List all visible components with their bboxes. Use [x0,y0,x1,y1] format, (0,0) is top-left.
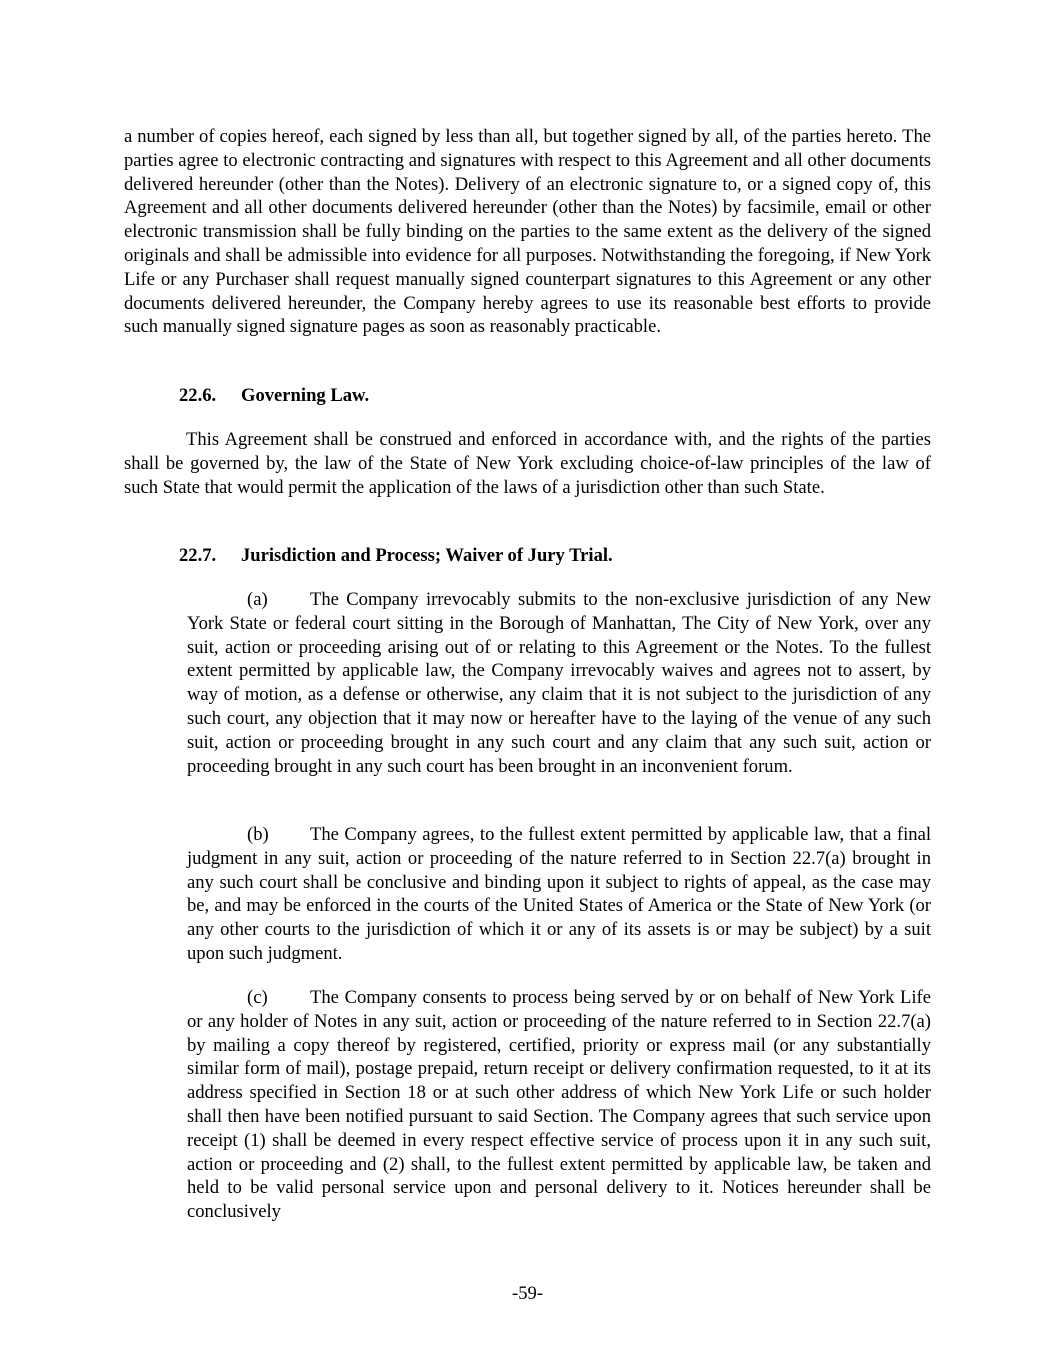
subsection-b [187,823,931,966]
subsection-text: The Company irrevocably submits to the non-exclusive jurisdiction of any New York State or federal court sitting in the Borough of Manhattan, The City of New York, over any suit, action or proceeding arising out of or relating to this Agreement or the Notes. To the fullest extent permitted by applicable law, the Company irrevocably waives and agrees not to assert, by way of motion, as a defense or otherwise, any claim that it is not subject to the jurisdiction of any such court, any objection that it may now or hereafter have to the laying of the venue of any such suit, action or proceeding brought in any such court and any claim that any such suit, action or proceeding brought in any such court has been brought in an inconvenient forum. [187,589,931,777]
section-heading-22-6 [179,384,369,408]
subsection-text: The Company consents to process being served by or on behalf of New York Life or any holder of Notes in any suit, action or proceeding of the nature referred to in Section 22.7(a) by mailing a copy thereof by registered, certified, priority or express mail (or any substantially similar form of mail), postage prepaid, return receipt or delivery confirmation requested, to it at its address specified in Section 18 or at such other address of which New York Life or such holder shall then have been notified pursuant to said Section. The Company agrees that such service upon receipt (1) shall be deemed in every respect effective service of process upon it in any such suit, action or proceeding and (2) shall, to the fullest extent permitted by applicable law, be taken and held to be valid personal service upon and personal delivery to it. Notices hereunder shall be conclusively [187,987,931,1223]
section-number: 22.6. [179,385,217,406]
section-number: 22.7. [179,545,217,566]
section-heading-22-7 [179,544,613,568]
subsection-label: (b) [247,824,269,845]
governing-law-paragraph: This Agreement shall be construed and enforced in accordance with, and the rights of the parties shall be governed by, the law of the State of New York excluding choice-of-law principles of the law of such State that would permit the application of the laws of a jurisdiction other than such State. [124,429,931,498]
subsection-text: The Company agrees, to the fullest extent permitted by applicable law, that a final judgment in any suit, action or proceeding of the nature referred to in Section 22.7(a) brought in any such court shall be conclusive and binding upon it subject to rights of appeal, as the case may be, and may be enforced in the courts of the United States of America or the State of New York (or any other courts to the jurisdiction of which it or any of its assets is or may be subject) by a suit upon such judgment. [187,824,931,964]
subsection-a [187,588,931,778]
intro-paragraph: a number of copies hereof, each signed by less than all, but together signed by all, of the parties hereto. The parties agree to electronic contracting and signatures with respect to this Agreement and all other documents delivered hereunder (other than the Notes). Delivery of an electronic signature to, or a signed copy of, this Agreement and all other documents delivered hereunder (other than the Notes) by facsimile, email or other electronic transmission shall be fully binding on the parties to the same extent as the delivery of the signed originals and shall be admissible into evidence for all purposes. Notwithstanding the foregoing, if New York Life or any Purchaser shall request manually signed counterpart signatures to this Agreement or any other documents delivered hereunder, the Company hereby agrees to use its reasonable best efforts to provide such manually signed signature pages as soon as reasonably practicable. [124,126,931,338]
page-number: -59- [512,1283,543,1304]
section-title: Governing Law. [241,385,370,406]
subsection-label: (c) [247,987,268,1008]
section-title: Jurisdiction and Process; Waiver of Jury Trial. [241,545,613,566]
subsection-label: (a) [247,589,268,610]
subsection-c [187,986,931,1224]
